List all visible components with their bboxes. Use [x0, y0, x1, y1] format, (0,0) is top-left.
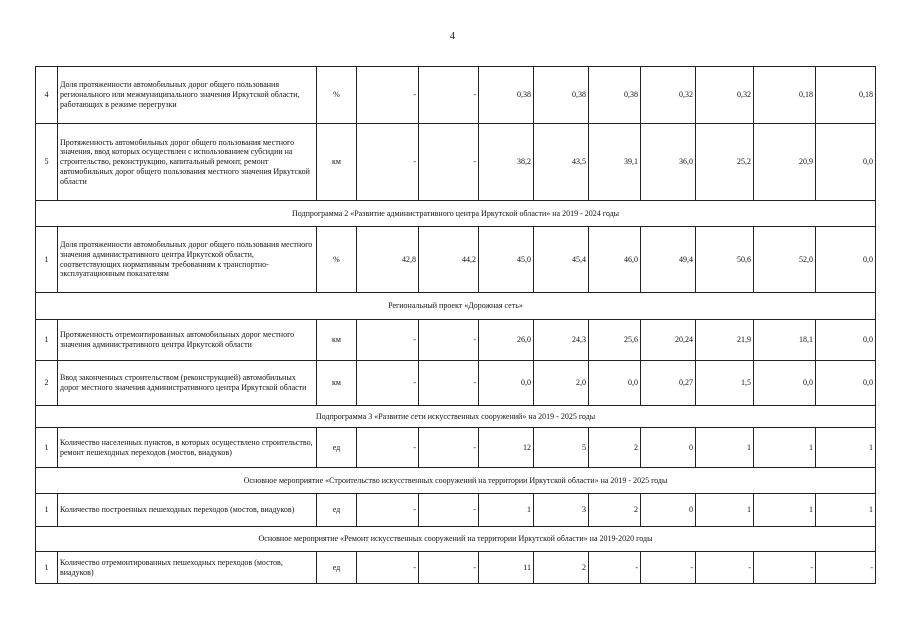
indicator-name: Доля протяженности автомобильных дорог общего пользования местного значения административного центра Иркутской области, соответствующих нормативным требованиям к транспортно-эксплуатационным показателям [58, 227, 317, 293]
value-cell: 1 [816, 494, 876, 527]
value-cell: - [357, 361, 419, 406]
value-cell: 2,0 [534, 361, 589, 406]
value-cell: 12 [479, 428, 534, 468]
section-title: Основное мероприятие «Ремонт искусственных сооружений на территории Иркутской области» на 2019-2020 годы [36, 527, 876, 552]
value-cell: 25,6 [589, 320, 641, 361]
value-cell: 0 [641, 494, 696, 527]
value-cell: 2 [534, 552, 589, 584]
value-cell: - [816, 552, 876, 584]
value-cell: 49,4 [641, 227, 696, 293]
unit-cell: км [317, 361, 357, 406]
row-number: 2 [36, 361, 58, 406]
unit-cell: % [317, 67, 357, 124]
indicator-name: Ввод законченных строительством (реконструкцией) автомобильных дорог местного значения административного центра Иркутской области [58, 361, 317, 406]
value-cell: 2 [589, 494, 641, 527]
value-cell: 45,4 [534, 227, 589, 293]
table-row [36, 67, 876, 124]
value-cell: 0 [641, 428, 696, 468]
row-number: 1 [36, 552, 58, 584]
value-cell: 0,38 [589, 67, 641, 124]
value-cell: 1 [816, 428, 876, 468]
value-cell: 42,8 [357, 227, 419, 293]
value-cell: 0,0 [816, 227, 876, 293]
value-cell: - [589, 552, 641, 584]
value-cell: 44,2 [419, 227, 479, 293]
value-cell: 26,0 [479, 320, 534, 361]
row-number: 1 [36, 494, 58, 527]
value-cell: 39,1 [589, 124, 641, 201]
value-cell: - [419, 428, 479, 468]
unit-cell: км [317, 124, 357, 201]
value-cell: 0,27 [641, 361, 696, 406]
unit-cell: ед [317, 552, 357, 584]
value-cell: 20,24 [641, 320, 696, 361]
value-cell: - [419, 361, 479, 406]
section-row [36, 527, 876, 552]
value-cell: 1 [479, 494, 534, 527]
value-cell: 0,18 [754, 67, 816, 124]
value-cell: 36,0 [641, 124, 696, 201]
indicator-name: Доля протяженности автомобильных дорог общего пользования регионального или межмуниципального значения Иркутской области, работающих в режиме перегрузки [58, 67, 317, 124]
section-title: Основное мероприятие «Строительство искусственных сооружений на территории Иркутской области» на 2019 - 2025 годы [36, 468, 876, 494]
value-cell: - [357, 320, 419, 361]
table-row [36, 428, 876, 468]
value-cell: 0,32 [696, 67, 754, 124]
indicator-name: Количество населенных пунктов, в которых осуществлено строительство, ремонт пешеходных переходов (мостов, виадуков) [58, 428, 317, 468]
value-cell: 0,0 [816, 320, 876, 361]
section-row [36, 293, 876, 320]
indicator-name: Протяженность отремонтированных автомобильных дорог местного значения административного центра Иркутской области [58, 320, 317, 361]
value-cell: 18,1 [754, 320, 816, 361]
value-cell: 1 [696, 428, 754, 468]
value-cell: - [357, 67, 419, 124]
value-cell: 0,32 [641, 67, 696, 124]
section-row [36, 468, 876, 494]
value-cell: 0,18 [816, 67, 876, 124]
value-cell: 25,2 [696, 124, 754, 201]
value-cell: 20,9 [754, 124, 816, 201]
value-cell: - [357, 428, 419, 468]
value-cell: - [419, 67, 479, 124]
value-cell: 0,0 [754, 361, 816, 406]
value-cell: 21,9 [696, 320, 754, 361]
unit-cell: ед [317, 494, 357, 527]
table-row [36, 227, 876, 293]
value-cell: - [357, 494, 419, 527]
section-row [36, 201, 876, 227]
value-cell: 0,0 [816, 124, 876, 201]
value-cell: - [419, 552, 479, 584]
table-row [36, 320, 876, 361]
value-cell: 0,38 [534, 67, 589, 124]
section-title: Подпрограмма 2 «Развитие административного центра Иркутской области» на 2019 - 2024 годы [36, 201, 876, 227]
section-title: Региональный проект «Дорожная сеть» [36, 293, 876, 320]
row-number: 1 [36, 428, 58, 468]
section-title: Подпрограмма 3 «Развитие сети искусственных сооружений» на 2019 - 2025 годы [36, 406, 876, 428]
value-cell: - [357, 124, 419, 201]
value-cell: - [754, 552, 816, 584]
page-number: 4 [450, 31, 455, 42]
unit-cell: ед [317, 428, 357, 468]
value-cell: 1,5 [696, 361, 754, 406]
indicator-name: Количество построенных пешеходных переходов (мостов, виадуков) [58, 494, 317, 527]
row-number: 4 [36, 67, 58, 124]
value-cell: - [419, 124, 479, 201]
value-cell: 0,0 [479, 361, 534, 406]
value-cell: 1 [754, 428, 816, 468]
value-cell: 52,0 [754, 227, 816, 293]
value-cell: 24,3 [534, 320, 589, 361]
indicator-name: Протяженность автомобильных дорог общего пользования местного значения, ввод которых осуществлен с использованием субсидии на строительство, реконструкцию, капитальный ремонт, ремонт автомобильных дорог общего пользования местного значения Иркутской области [58, 124, 317, 201]
indicators-table [35, 66, 876, 584]
table-row [36, 494, 876, 527]
value-cell: 0,0 [816, 361, 876, 406]
value-cell: 2 [589, 428, 641, 468]
value-cell: 5 [534, 428, 589, 468]
table-row [36, 361, 876, 406]
unit-cell: км [317, 320, 357, 361]
value-cell: - [696, 552, 754, 584]
section-row [36, 406, 876, 428]
value-cell: - [419, 320, 479, 361]
table-row [36, 124, 876, 201]
row-number: 1 [36, 320, 58, 361]
value-cell: 0,38 [479, 67, 534, 124]
value-cell: 45,0 [479, 227, 534, 293]
value-cell: 11 [479, 552, 534, 584]
unit-cell: % [317, 227, 357, 293]
value-cell: 38,2 [479, 124, 534, 201]
value-cell: 3 [534, 494, 589, 527]
value-cell: - [641, 552, 696, 584]
table-row [36, 552, 876, 584]
value-cell: 50,6 [696, 227, 754, 293]
row-number: 5 [36, 124, 58, 201]
value-cell: 46,0 [589, 227, 641, 293]
value-cell: 43,5 [534, 124, 589, 201]
value-cell: 1 [696, 494, 754, 527]
value-cell: 1 [754, 494, 816, 527]
value-cell: 0,0 [589, 361, 641, 406]
value-cell: - [419, 494, 479, 527]
value-cell: - [357, 552, 419, 584]
indicator-name: Количество отремонтированных пешеходных переходов (мостов, виадуков) [58, 552, 317, 584]
row-number: 1 [36, 227, 58, 293]
